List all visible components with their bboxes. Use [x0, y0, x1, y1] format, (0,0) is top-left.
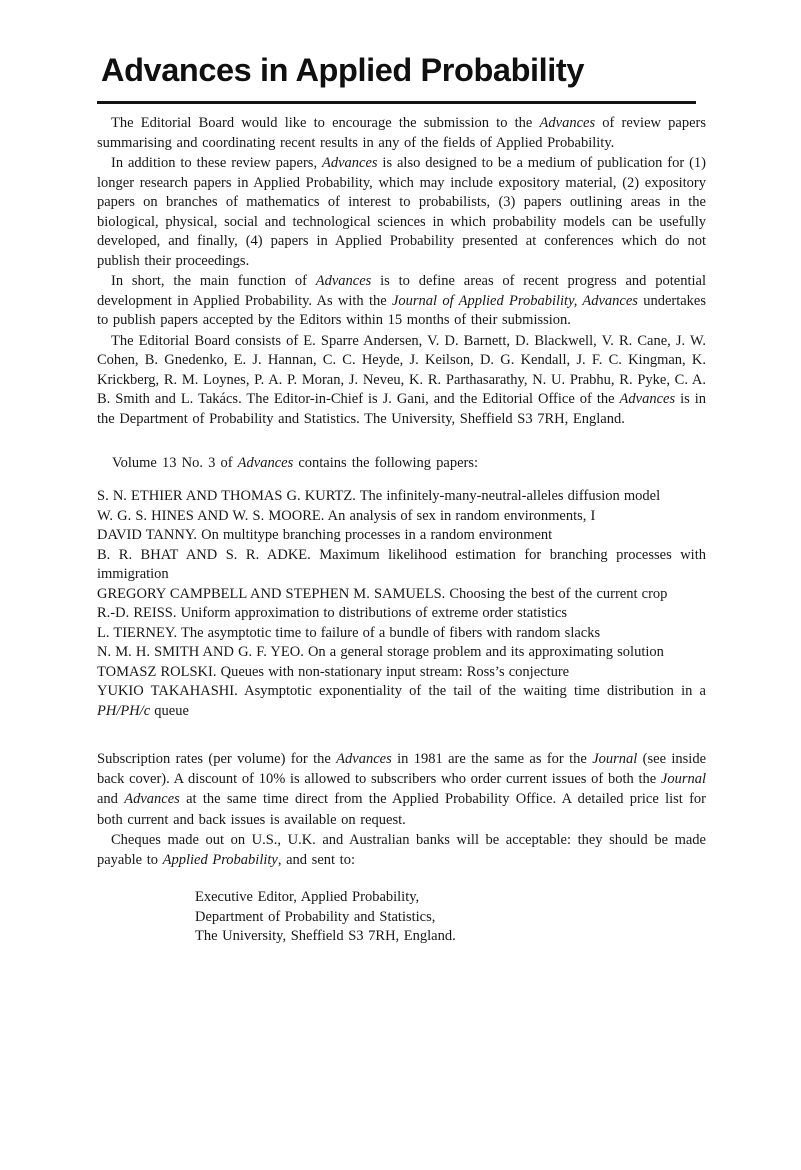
paper-item: YUKIO TAKAHASHI. Asymptotic exponentiality of the tail of the waiting time distribution in a PH/PH/c queue: [97, 683, 706, 719]
journal-title: Advances in Applied Probability: [101, 52, 585, 88]
paper-item: S. N. ETHIER AND THOMAS G. KURTZ. The infinitely-many-neutral-alleles diffusion model: [97, 488, 661, 504]
cheques-paragraph: Cheques made out on U.S., U.K. and Australian banks will be acceptable: they should be made payable to Applied Probability, and sent to:: [97, 831, 706, 869]
title-rule: [97, 101, 696, 104]
subscription-paragraph: Subscription rates (per volume) for the Advances in 1981 are the same as for the Journal (see inside back cover). A discount of 10% is allowed to subscribers who order current issues of both the Journal and Advances at the same time direct from the Applied Probability Office. A detailed price list for both current and back issues is available on request.: [97, 751, 707, 828]
papers-list: [97, 487, 706, 721]
intro-paragraph: In short, the main function of Advances is to define areas of recent progress and potential development in Applied Probability. As with the Journal of Applied Probability, Advances undertakes to publish papers accepted by the Editors within 15 months of their submission.: [97, 273, 707, 328]
subscription-info: [97, 749, 706, 870]
address-line: Department of Probability and Statistics,: [195, 908, 436, 925]
paper-item: B. R. BHAT AND S. R. ADKE. Maximum likelihood estimation for branching processes with immigration: [97, 546, 706, 582]
editorial-intro: [97, 114, 706, 430]
paper-item: N. M. H. SMITH AND G. F. YEO. On a general storage problem and its approximating solution: [97, 644, 664, 660]
intro-paragraph: The Editorial Board consists of E. Sparre Andersen, V. D. Barnett, D. Blackwell, V. R. Cane, J. W. Cohen, B. Gnedenko, E. J. Hannan, C. C. Heyde, J. Keilson, D. G. Kendall, J. F. C. Kingman, K. Krickberg, R. M. Loynes, P. A. P. Moran, J. Neveu, K. R. Parthasarathy, N. U. Prabhu, R. Pyke, C. A. B. Smith and L. Takács. The Editor-in-Chief is J. Gani, and the Editorial Office of the Advances is in the Department of Probability and Statistics. The University, Sheffield S3 7RH, England.: [97, 332, 707, 427]
paper-item: TOMASZ ROLSKI. Queues with non-stationary input stream: Ross’s conjecture: [97, 663, 570, 680]
paper-item: DAVID TANNY. On multitype branching processes in a random environment: [97, 527, 553, 543]
volume-heading: Volume 13 No. 3 of Advances contains the following papers:: [112, 455, 479, 471]
paper-item: R.-D. REISS. Uniform approximation to distributions of extreme order statistics: [97, 605, 568, 621]
intro-paragraph: The Editorial Board would like to encourage the submission to the Advances of review papers summarising and coordinating recent results in any of the fields of Applied Probability.: [97, 115, 707, 151]
address-line: The University, Sheffield S3 7RH, England.: [195, 928, 456, 945]
paper-item: W. G. S. HINES AND W. S. MOORE. An analysis of sex in random environments, I: [97, 507, 596, 524]
paper-item: L. TIERNEY. The asymptotic time to failure of a bundle of fibers with random slacks: [97, 624, 601, 641]
address-block: [195, 888, 456, 947]
intro-paragraph: In addition to these review papers, Advances is also designed to be a medium of publication for (1) longer research papers in Applied Probability, which may include expository material, (2) expository papers on branches of mathematics of interest to probabilists, (3) papers outlining areas in the biological, physical, social and technological sciences in which probability models can be usefully developed, and finally, (4) papers in Applied Probability presented at conferences which do not publish their proceedings.: [97, 155, 707, 269]
paper-item: GREGORY CAMPBELL AND STEPHEN M. SAMUELS. Choosing the best of the current crop: [97, 585, 668, 602]
address-line: Executive Editor, Applied Probability,: [195, 889, 420, 905]
